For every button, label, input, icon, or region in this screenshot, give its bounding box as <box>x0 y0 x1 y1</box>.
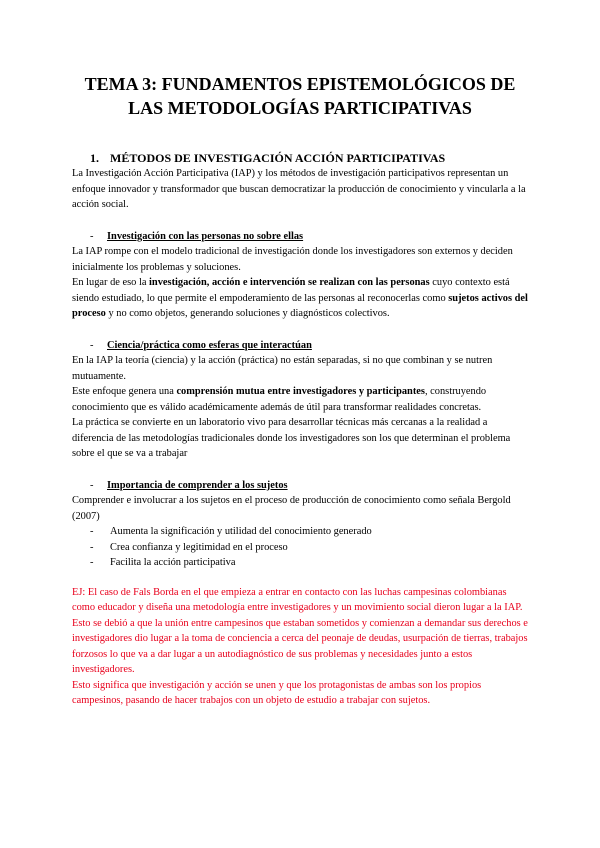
bullet-dash: - <box>90 557 94 568</box>
subsection-2-paragraph-2 <box>72 384 528 415</box>
bold-text-run: comprensión mutua entre investigadores y participantes <box>176 386 425 397</box>
subsection-1-heading <box>90 229 528 245</box>
document-title <box>72 0 528 120</box>
example-paragraph-2: Esto se debió a que la unión entre campesinos que estaban sometidos y comienzan a demandar sus derechos e investigadores dio lugar a la toma de conciencia a cerca del peonaje de deudas, usurpación de tierras, trabajos forzosos lo que va a dar lugar a un autodiagnóstico de sus problemas y necesidades junto a estos investigadores. <box>72 617 528 675</box>
subsection-2-heading <box>90 338 528 354</box>
section-1-intro: La Investigación Acción Participativa (IAP) y los métodos de investigación participativos representan un enfoque innovador y transformador que buscan democratizar la producción de conocimiento y vincularla a la acción social. <box>72 168 526 210</box>
bold-text-run: sujetos activos del proceso <box>72 292 528 319</box>
subsection-3-heading <box>90 478 528 494</box>
subsection-3-title: Importancia de comprender a los sujetos <box>107 479 288 491</box>
subsection-1-title: Investigación con las personas no sobre ellas <box>107 230 304 242</box>
subsection-1-dash: - <box>90 230 94 242</box>
text-run: y no como objetos, generando soluciones y diagnósticos colectivos. <box>105 308 390 319</box>
text-run: , construyendo conocimiento que es válido académicamente además de útil para transformar realidades concretas. <box>72 386 487 413</box>
title-line-1: TEMA 3: FUNDAMENTOS EPISTEMOLÓGICOS DE <box>84 74 516 94</box>
subsection-1-paragraph-2 <box>72 275 528 322</box>
list-item <box>90 540 528 556</box>
bullet-dash: - <box>90 526 94 537</box>
bullet-text: Facilita la acción participativa <box>110 557 236 568</box>
section-1-heading <box>90 150 528 166</box>
subsection-2-paragraph-1: En la IAP la teoría (ciencia) y la acción (práctica) no están separadas, si no que combinan y se nutren mutuamente. <box>72 355 493 382</box>
bullet-dash: - <box>90 541 94 553</box>
subsection-1-paragraph-1: La IAP rompe con el modelo tradicional de investigación donde los investigadores son externos y deciden inicialmente los problemas y soluciones. <box>72 246 513 273</box>
bold-text-run: investigación, acción e intervención se realizan con las personas <box>149 277 430 288</box>
list-item <box>90 524 528 540</box>
subsection-2-dash: - <box>90 339 94 351</box>
title-line-2: LAS METODOLOGÍAS PARTICIPATIVAS <box>128 98 472 118</box>
example-paragraph-3: Esto significa que investigación y acción se unen y que los protagonistas de ambas son los propios campesinos, pasando de hacer trabajos con un objeto de estudio a trabajar con sujetos. <box>72 679 482 706</box>
section-1-title: MÉTODOS DE INVESTIGACIÓN ACCIÓN PARTICIPATIVAS <box>110 151 446 165</box>
list-item <box>90 555 528 571</box>
text-run: En lugar de eso la <box>72 277 150 288</box>
example-paragraph-1: EJ: El caso de Fals Borda en el que empieza a entrar en contacto con las luchas campesinas colombianas como educador y diseña una metodología entre investigadores y un movimiento social dieron lugar a la IAP. <box>72 586 523 613</box>
example-block <box>72 585 528 709</box>
text-run: Este enfoque genera una <box>72 386 177 397</box>
text-run: cuyo contexto está siendo estudiado, lo que permite el empoderamiento de las personas al reconocerlas como <box>72 277 510 304</box>
subsection-2-title: Ciencia/práctica como esferas que interactúan <box>107 339 312 351</box>
subsection-3-bullet-list <box>72 524 528 571</box>
bullet-text: Aumenta la significación y utilidad del conocimiento generado <box>110 526 372 537</box>
bullet-text: Crea confianza y legitimidad en el proceso <box>110 541 288 553</box>
subsection-3-dash: - <box>90 479 94 491</box>
subsection-3-paragraph-1: Comprender e involucrar a los sujetos en el proceso de producción de conocimiento como señala Bergold (2007) <box>72 495 511 522</box>
section-1-number: 1. <box>90 151 99 165</box>
subsection-2-paragraph-3: La práctica se convierte en un laboratorio vivo para desarrollar técnicas más cercanas a la realidad a diferencia de las metodologías tradicionales donde los investigadores son los que determinan el problema sobre el que se va a trabajar <box>72 417 511 459</box>
